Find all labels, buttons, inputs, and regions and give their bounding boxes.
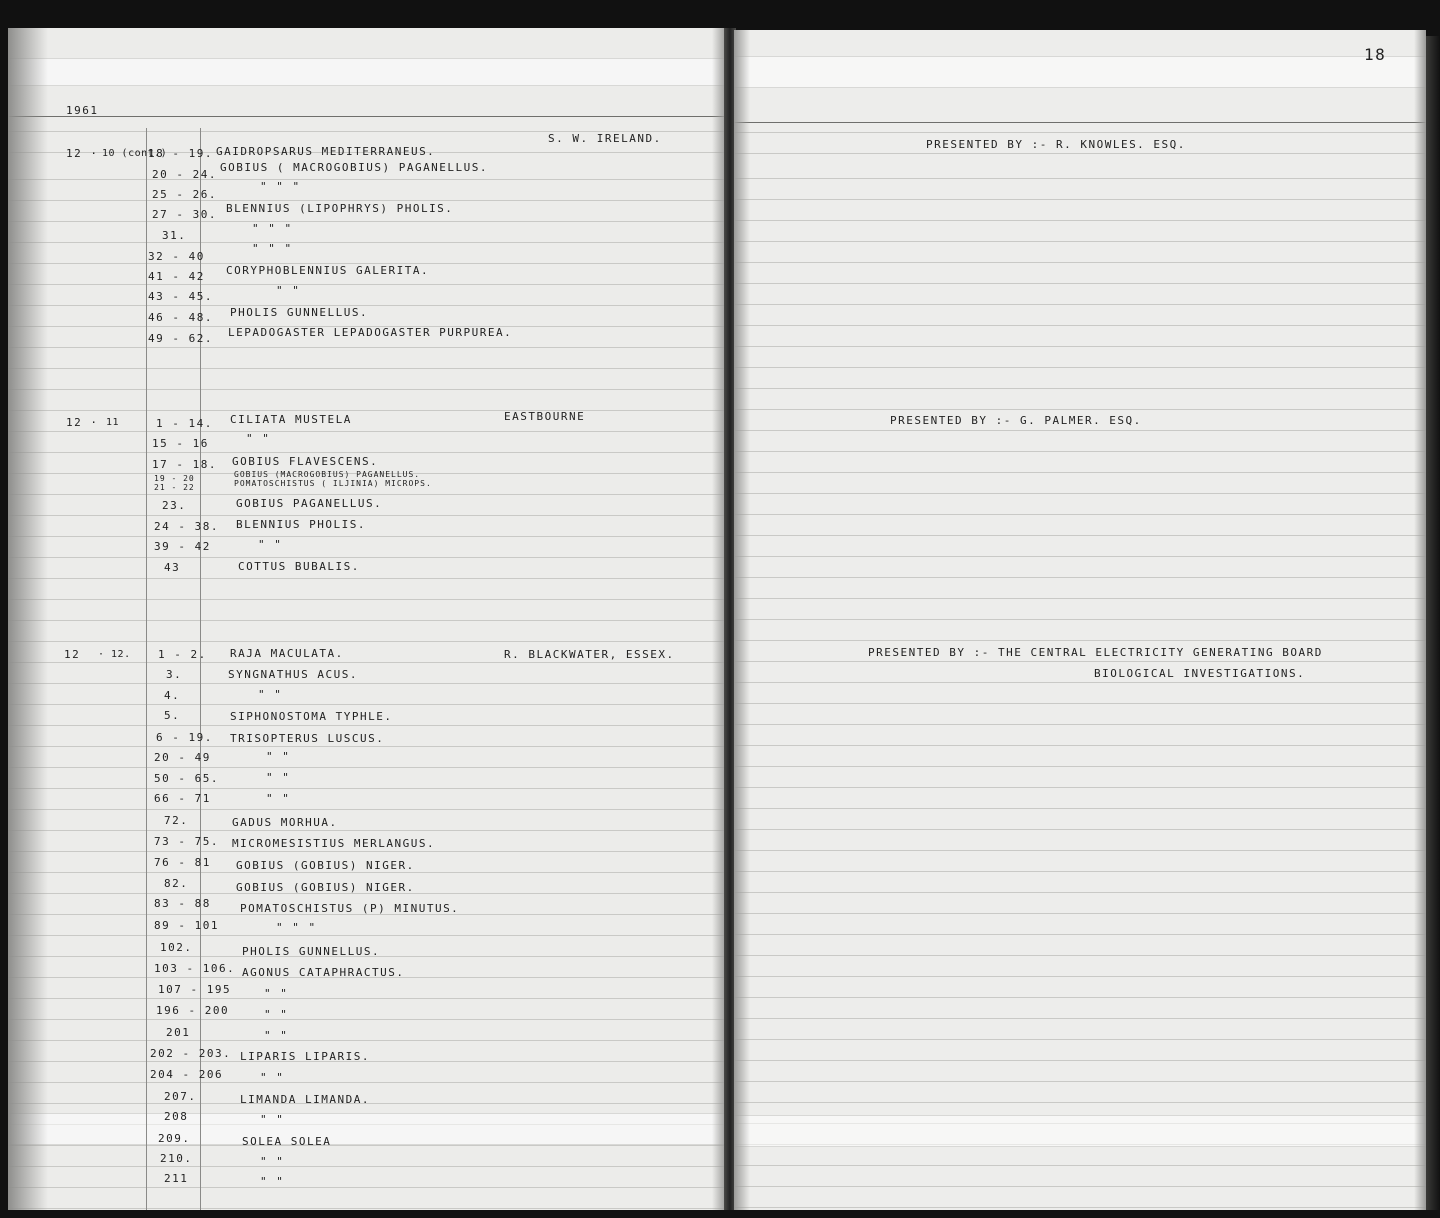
entry-number: 82. — [164, 877, 189, 890]
entry-species: BLENNIUS PHOLIS. — [236, 518, 366, 531]
entry-number: 211 — [164, 1172, 189, 1185]
entry-species: BLENNIUS (LIPOPHRYS) PHOLIS. — [226, 202, 454, 215]
entry-date: 12 — [64, 648, 81, 661]
entry-species: " " " — [252, 242, 293, 255]
entry-number: 201 — [166, 1026, 191, 1039]
entry-number: 31. — [162, 229, 187, 242]
entry-number: 202 - 203. — [150, 1047, 232, 1060]
entry-species: " " — [260, 1155, 285, 1168]
entry-species: PHOLIS GUNNELLUS. — [242, 945, 381, 958]
entry-species: RAJA MACULATA. — [230, 647, 344, 660]
donor-note: PRESENTED BY :- G. PALMER. ESQ. — [890, 414, 1142, 427]
entry-species: " " — [264, 1008, 289, 1021]
entry-number: 15 - 16 — [152, 437, 209, 450]
entry-species: " " — [276, 284, 301, 297]
entry-species: COTTUS BUBALIS. — [238, 560, 360, 573]
entry-register: 11 — [106, 417, 120, 428]
entry-number: 89 - 101 — [154, 919, 219, 932]
entry-number: 207. — [164, 1090, 197, 1103]
entry-number: 43 - 45. — [148, 290, 213, 303]
entry-species: SIPHONOSTOMA TYPHLE. — [230, 710, 393, 723]
entry-number: 32 - 40 — [148, 250, 205, 263]
page-edge-shadow — [1414, 30, 1426, 1210]
book-cover-edge — [1426, 36, 1440, 1210]
entry-number: 66 - 71 — [154, 792, 211, 805]
entry-number: 18 - 19. — [148, 147, 213, 160]
year-label: 1961 — [66, 104, 99, 117]
entry-number: 27 - 30. — [152, 208, 217, 221]
entry-species: " " — [260, 1071, 285, 1084]
entry-species: " " — [266, 750, 291, 763]
entry-register: 10 (cont.) — [102, 148, 168, 159]
entry-number: 73 - 75. — [154, 835, 219, 848]
entry-species: AGONUS CATAPHRACTUS. — [242, 966, 405, 979]
entry-species: GOBIUS (GOBIUS) NIGER. — [236, 859, 415, 872]
entry-species: GOBIUS ( MACROGOBIUS) PAGANELLUS. — [220, 161, 489, 174]
header-rule — [8, 116, 726, 117]
entry-species: GADUS MORHUA. — [232, 816, 338, 829]
tape-strip — [8, 1113, 726, 1145]
donor-note: PRESENTED BY :- R. KNOWLES. ESQ. — [926, 138, 1186, 151]
right-page — [734, 30, 1426, 1210]
entry-species: " " " — [276, 921, 317, 934]
header-rule — [734, 122, 1426, 123]
entry-species: GOBIUS FLAVESCENS. — [232, 455, 379, 468]
entry-number: 49 - 62. — [148, 332, 213, 345]
entry-species: " " — [258, 688, 283, 701]
entry-species: " " — [258, 538, 283, 551]
page-number: 18 — [1364, 45, 1387, 64]
entry-species: " " — [264, 1029, 289, 1042]
donor-note: BIOLOGICAL INVESTIGATIONS. — [1094, 667, 1306, 680]
page-edge-shadow — [8, 28, 48, 1210]
entry-species: LIMANDA LIMANDA. — [240, 1093, 370, 1106]
entry-number: 209. — [158, 1132, 191, 1145]
entry-number: 103 - 106. — [154, 962, 236, 975]
donor-note: PRESENTED BY :- THE CENTRAL ELECTRICITY GENERATING BOARD — [868, 646, 1323, 659]
entry-number: 83 - 88 — [154, 897, 211, 910]
entry-species: PHOLIS GUNNELLUS. — [230, 306, 369, 319]
entry-number: 39 - 42 — [154, 540, 211, 553]
entry-register: · 12. — [98, 649, 131, 660]
gutter-shadow — [734, 30, 750, 1210]
tape-strip — [734, 56, 1426, 88]
entry-number: 21 - 22 — [154, 483, 195, 492]
entry-species: LEPADOGASTER LEPADOGASTER PURPUREA. — [228, 326, 513, 339]
entry-date: 12 · — [66, 416, 99, 429]
entry-number: 23. — [162, 499, 187, 512]
entry-number: 41 - 42 — [148, 270, 205, 283]
entry-number: 20 - 24. — [152, 168, 217, 181]
entry-number: 196 - 200 — [156, 1004, 230, 1017]
entry-number: 6 - 19. — [156, 731, 213, 744]
entry-number: 50 - 65. — [154, 772, 219, 785]
entry-species: " " — [266, 792, 291, 805]
entry-number: 102. — [160, 941, 193, 954]
entry-species: " " — [266, 771, 291, 784]
entry-number: 1 - 2. — [158, 648, 207, 661]
entry-species: GOBIUS (GOBIUS) NIGER. — [236, 881, 415, 894]
entry-locality: EASTBOURNE — [504, 410, 586, 423]
entry-number: 208 — [164, 1110, 189, 1123]
entry-number: 107 - 195 — [158, 983, 232, 996]
entry-number: 20 - 49 — [154, 751, 211, 764]
entry-number: 204 - 206 — [150, 1068, 224, 1081]
entry-number: 210. — [160, 1152, 193, 1165]
entry-number: 76 - 81 — [154, 856, 211, 869]
entry-species: CILIATA MUSTELA — [230, 413, 352, 426]
entry-species: " " — [264, 987, 289, 1000]
entry-number: 5. — [164, 709, 181, 722]
column-rule — [146, 128, 147, 1210]
entry-number: 46 - 48. — [148, 311, 213, 324]
entry-locality: S. W. IRELAND. — [548, 132, 662, 145]
entry-number: 43 — [164, 561, 181, 574]
entry-number: 1 - 14. — [156, 417, 213, 430]
entry-species: " " — [260, 1175, 285, 1188]
entry-species: GOBIUS PAGANELLUS. — [236, 497, 383, 510]
entry-species: GOBIUS (MACROGOBIUS) PAGANELLUS. — [234, 470, 421, 479]
entry-species: GAIDROPSARUS MEDITERRANEUS. — [216, 145, 436, 158]
entry-date: 12 · — [66, 147, 99, 160]
entry-species: " " — [260, 1113, 285, 1126]
tape-strip — [734, 1115, 1426, 1147]
entry-species: LIPARIS LIPARIS. — [240, 1050, 370, 1063]
tape-strip — [8, 58, 726, 86]
entry-species: TRISOPTERUS LUSCUS. — [230, 732, 385, 745]
entry-species: SOLEA SOLEA — [242, 1135, 332, 1148]
entry-number: 25 - 26. — [152, 188, 217, 201]
entry-locality: R. BLACKWATER, ESSEX. — [504, 648, 675, 661]
left-page — [8, 28, 726, 1210]
entry-species: POMATOSCHISTUS (P) MINUTUS. — [240, 902, 460, 915]
entry-species: POMATOSCHISTUS ( ILJINIA) MICROPS. — [234, 479, 432, 488]
entry-number: 24 - 38. — [154, 520, 219, 533]
entry-species: " " " — [252, 222, 293, 235]
entry-number: 19 - 20 — [154, 474, 195, 483]
entry-number: 17 - 18. — [152, 458, 217, 471]
entry-species: MICROMESISTIUS MERLANGUS. — [232, 837, 436, 850]
entry-species: " " — [246, 432, 271, 445]
entry-number: 72. — [164, 814, 189, 827]
entry-number: 3. — [166, 668, 183, 681]
entry-species: CORYPHOBLENNIUS GALERITA. — [226, 264, 430, 277]
entry-species: SYNGNATHUS ACUS. — [228, 668, 358, 681]
entry-species: " " " — [260, 180, 301, 193]
entry-number: 4. — [164, 689, 181, 702]
